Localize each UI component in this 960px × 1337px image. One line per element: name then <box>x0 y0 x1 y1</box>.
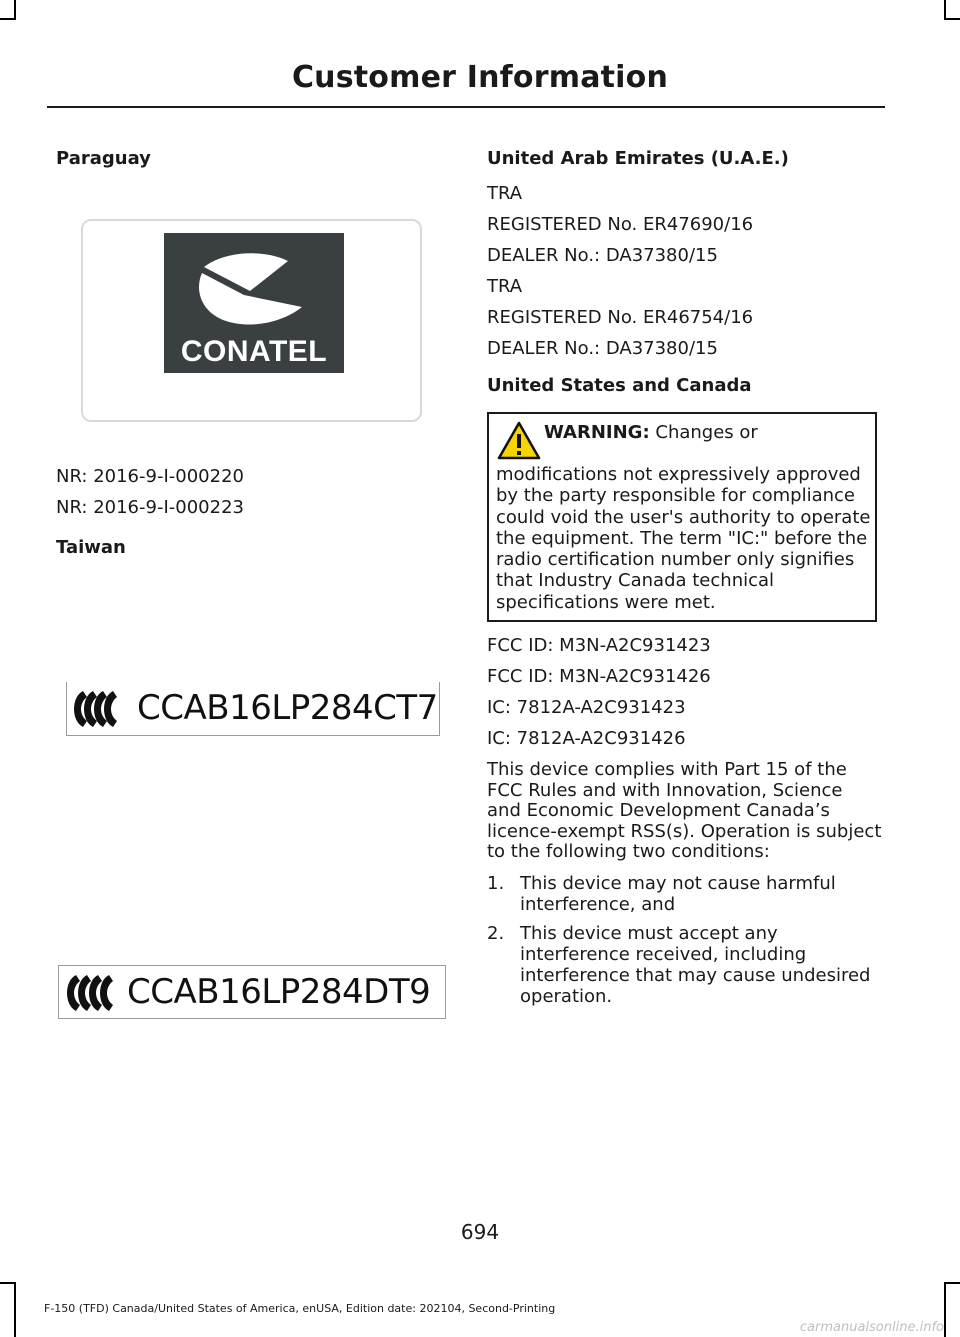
warning-triangle-icon <box>497 421 541 461</box>
ncc-logo-icon <box>69 687 121 731</box>
ncc-code: CCAB16LP284DT9 <box>127 972 431 1012</box>
crop-mark <box>0 18 16 20</box>
conatel-logo-frame <box>81 219 422 422</box>
paraguay-heading: Paraguay <box>56 148 151 169</box>
page-number: 694 <box>460 1220 500 1244</box>
uae-line: TRA <box>487 183 523 204</box>
crop-mark <box>14 1282 16 1337</box>
ic-id: IC: 7812A-A2C931423 <box>487 697 686 718</box>
ncc-logo-icon <box>62 971 118 1015</box>
fcc-id: FCC ID: M3N-A2C931426 <box>487 666 711 687</box>
uae-line: DEALER No.: DA37380/15 <box>487 245 718 266</box>
crop-mark <box>944 1282 946 1337</box>
page-title: Customer Information <box>291 60 669 95</box>
warning-label: WARNING: <box>544 422 650 443</box>
title-divider <box>47 106 885 108</box>
compliance-paragraph: This device complies with Part 15 of the FCC Rules and with Innovation, Science and Economic Development Canada’s licence-exempt RSS(s). Operation is subject to the following two conditions: <box>487 759 882 862</box>
uae-line: TRA <box>487 276 523 297</box>
uae-line: REGISTERED No. ER47690/16 <box>487 214 754 235</box>
warning-first-text: Changes or <box>655 422 758 443</box>
edition-footer: F-150 (TFD) Canada/United States of America, enUSA, Edition date: 202104, Second-Printing <box>44 1302 556 1315</box>
list-text: This device must accept any interference received, including interference that may cause undesired operation. <box>520 923 871 1007</box>
fcc-id: FCC ID: M3N-A2C931423 <box>487 635 711 656</box>
conatel-logo <box>164 233 344 373</box>
watermark: carmanualsonline.info <box>799 1320 944 1335</box>
nr-number: NR: 2016-9-I-000220 <box>56 466 244 487</box>
taiwan-heading: Taiwan <box>56 537 126 558</box>
crop-mark <box>944 18 960 20</box>
uae-line: DEALER No.: DA37380/15 <box>487 338 718 359</box>
warning-first-line <box>544 422 758 443</box>
list-number: 2. <box>487 923 505 944</box>
uae-line: REGISTERED No. ER46754/16 <box>487 307 754 328</box>
crop-mark <box>0 1282 16 1284</box>
crop-mark <box>944 0 946 20</box>
uae-heading: United Arab Emirates (U.A.E.) <box>487 148 789 169</box>
ic-id: IC: 7812A-A2C931426 <box>487 728 686 749</box>
crop-mark <box>14 0 16 20</box>
warning-box <box>487 412 877 622</box>
ncc-code: CCAB16LP284CT7 <box>137 688 438 728</box>
conatel-logo-text: CONATEL <box>180 335 328 368</box>
ncc-label <box>66 682 440 736</box>
ncc-label <box>58 965 446 1019</box>
crop-mark <box>944 1282 960 1284</box>
nr-number: NR: 2016-9-I-000223 <box>56 497 244 518</box>
warning-text: modifications not expressively approved by the party responsible for compliance could void the user's authority to operate the equipment. The term "IC:" before the radio certification number only signifies that Industry Canada technical specifications were met. <box>496 464 871 613</box>
us-canada-heading: United States and Canada <box>487 375 752 396</box>
list-text: This device may not cause harmful interference, and <box>520 873 836 915</box>
list-number: 1. <box>487 873 505 894</box>
